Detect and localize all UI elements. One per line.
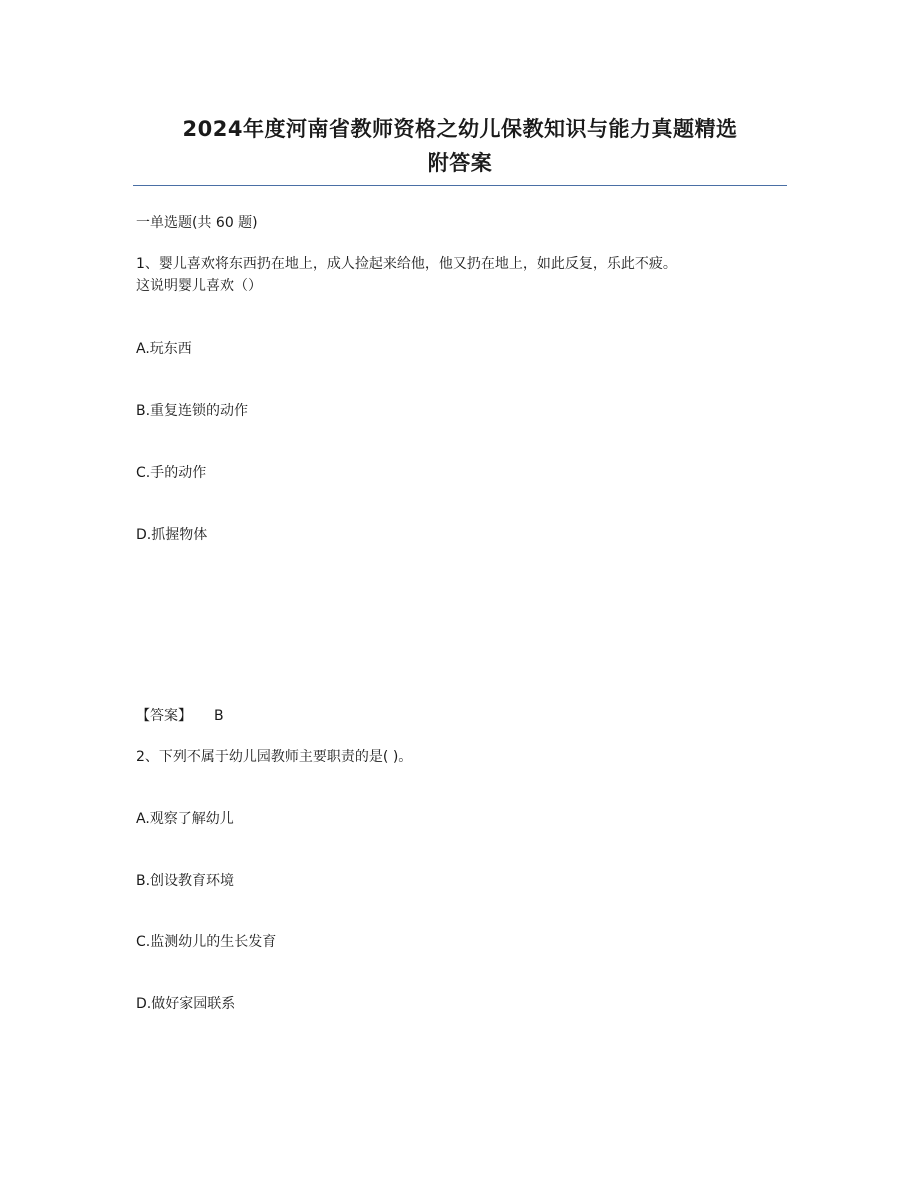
question-1-option-b: B.重复连锁的动作 [136,403,249,419]
question-1-option-d: D.抓握物体 [136,527,208,543]
question-2-option-a: A.观察了解幼儿 [136,811,234,827]
title-divider [133,185,787,186]
document-title [133,112,787,180]
question-1-stem-line-1: 1、婴儿喜欢将东西扔在地上，成人捡起来给他，他又扔在地上，如此反复，乐此不疲。 [136,256,677,272]
question-1-option-a: A.玩东西 [136,341,192,357]
question-2-option-c: C.监测幼儿的生长发育 [136,934,277,950]
title-line-1: 2024年度河南省教师资格之幼儿保教知识与能力真题精选 [182,117,738,141]
question-2-stem-line-1: 2、下列不属于幼儿园教师主要职责的是( )。 [136,749,413,765]
question-2-option-d: D.做好家园联系 [136,996,236,1012]
section-heading: 一单选题(共 60 题) [136,215,258,231]
answer-label: 【答案】 [136,708,192,724]
answer-value: B [214,708,224,724]
title-line-2: 附答案 [427,151,493,175]
question-2-option-b: B.创设教育环境 [136,873,235,889]
question-1-option-c: C.手的动作 [136,465,207,481]
question-1-stem-line-2: 这说明婴儿喜欢（） [136,278,262,294]
question-1-answer [136,705,224,727]
